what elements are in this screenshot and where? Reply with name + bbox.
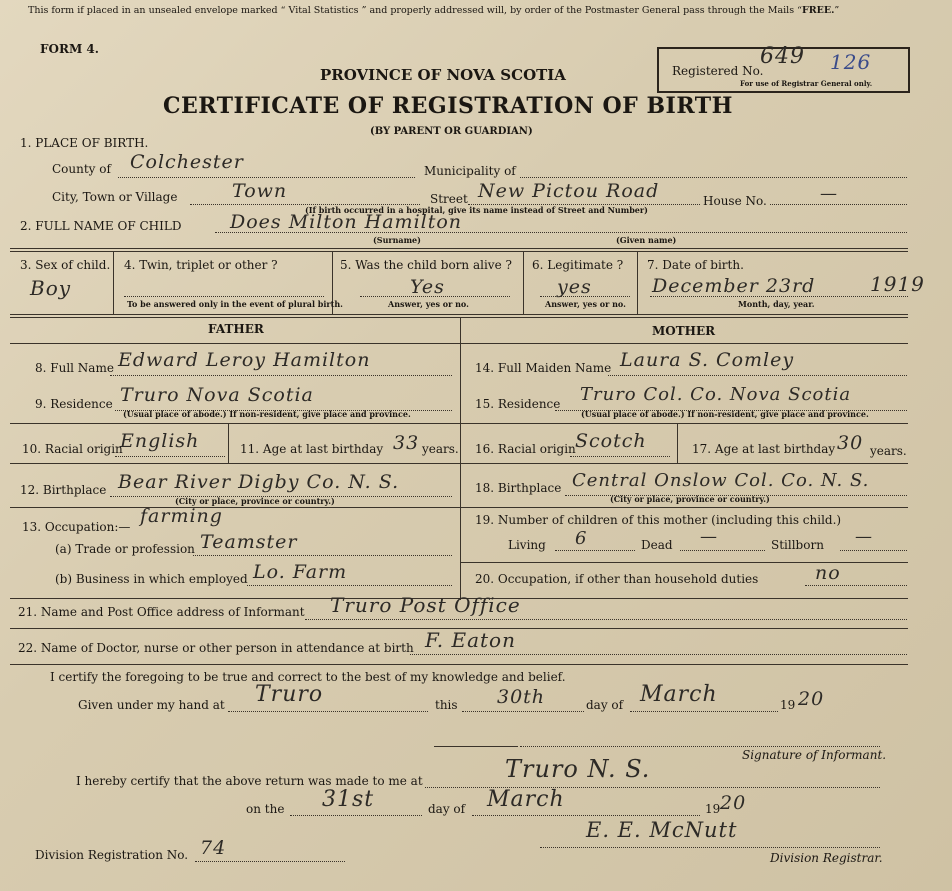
living-value: 6 — [575, 528, 588, 549]
province-heading: PROVINCE OF NOVA SCOTIA — [320, 66, 566, 84]
surname-note: (Surname) — [373, 235, 421, 245]
street-value: New Pictou Road — [478, 180, 660, 202]
mother-birthplace-value: Central Onslow Col. Co. N. S. — [572, 470, 870, 491]
stillborn-value: — — [855, 527, 873, 547]
postal-notice-text: This form if placed in an unsealed envelope marked “ Vital Statistics ” and properly addressed will, by order of the Postmaster General pass through the Mails “ — [28, 5, 802, 16]
house-number-label: House No. — [703, 194, 767, 208]
mother-racial-value: Scotch — [575, 430, 647, 452]
child-name-value: Does Milton Hamilton — [230, 211, 463, 233]
father-business-value: Lo. Farm — [253, 561, 348, 583]
registrar-certify: I hereby certify that the above return was made to me at — [76, 774, 423, 788]
mother-age-value: 30 — [837, 432, 864, 454]
mother-racial-label: 16. Racial origin — [475, 442, 576, 456]
mother-residence-label: 15. Residence — [475, 397, 561, 411]
legitimate-note: Answer, yes or no. — [545, 299, 626, 309]
on-the-label: on the — [246, 802, 285, 816]
legitimate-label: 6. Legitimate ? — [532, 258, 624, 272]
county-value: Colchester — [130, 151, 244, 173]
certify-statement: I certify the foregoing to be true and correct to the best of my knowledge and belief. — [50, 670, 566, 684]
postal-notice — [28, 5, 839, 16]
father-birthplace-note: (City or place, province or country.) — [175, 496, 335, 506]
date-note: Month, day, year. — [738, 299, 815, 309]
given-name-note: (Given name) — [616, 235, 677, 245]
father-birthplace-label: 12. Birthplace — [20, 483, 107, 497]
father-trade-label: (a) Trade or profession — [55, 542, 195, 556]
registered-number-2: 126 — [830, 50, 872, 74]
father-birthplace-value: Bear River Digby Co. N. S. — [118, 471, 400, 493]
registered-number: 649 — [760, 44, 805, 69]
this-label: this — [435, 698, 458, 712]
mother-birthplace-label: 18. Birthplace — [475, 481, 562, 495]
mother-name-label: 14. Full Maiden Name — [475, 361, 612, 375]
mother-residence-note: (Usual place of abode.) If non-resident, give place and province. — [581, 409, 869, 419]
father-occupation-label: 13. Occupation:— — [22, 520, 131, 534]
division-registration-label: Division Registration No. — [35, 848, 189, 862]
street-label: Street — [430, 192, 468, 206]
born-alive-label: 5. Was the child born alive ? — [340, 258, 512, 272]
sex-label: 3. Sex of child. — [20, 258, 111, 272]
registrar-place-value: Truro N. S. — [505, 755, 651, 783]
child-name-label: 2. FULL NAME OF CHILD — [20, 219, 182, 233]
legitimate-value: yes — [557, 276, 592, 298]
twin-note: To be answered only in the event of plural birth. — [127, 299, 343, 309]
father-heading: FATHER — [208, 322, 264, 336]
hospital-note: (If birth occurred in a hospital, give its name instead of Street and Number) — [305, 205, 648, 215]
registrar-year-value: 20 — [720, 792, 747, 814]
doctor-label: 22. Name of Doctor, nurse or other person in attendance at birth — [18, 641, 414, 655]
postal-notice-end: ” — [834, 5, 840, 16]
father-occupation-value: farming — [140, 505, 223, 527]
place-of-birth-label: 1. PLACE OF BIRTH. — [20, 136, 149, 150]
born-alive-note: Answer, yes or no. — [388, 299, 469, 309]
registered-label: Registered No. — [672, 64, 764, 78]
given-month-value: March — [640, 682, 718, 707]
living-label: Living — [508, 538, 546, 552]
year-prefix: 19 — [780, 698, 796, 712]
registrar-general-note: For use of Registrar General only. — [740, 79, 873, 88]
postal-notice-free: FREE. — [801, 5, 835, 16]
registrar-day-of-label: day of — [428, 802, 466, 816]
mother-age-years: years. — [870, 444, 907, 458]
twin-label: 4. Twin, triplet or other ? — [124, 258, 278, 272]
doctor-value: F. Eaton — [425, 628, 516, 652]
city-label: City, Town or Village — [52, 190, 178, 204]
mother-heading: MOTHER — [652, 324, 716, 338]
father-name-value: Edward Leroy Hamilton — [118, 349, 371, 371]
father-residence-note: (Usual place of abode.) If non-resident, give place and province. — [123, 409, 411, 419]
given-place-value: Truro — [255, 682, 324, 707]
page-title: CERTIFICATE OF REGISTRATION OF BIRTH — [163, 93, 733, 119]
dead-label: Dead — [641, 538, 673, 552]
mother-residence-value: Truro Col. Co. Nova Scotia — [580, 384, 852, 405]
day-of-label: day of — [586, 698, 624, 712]
city-value: Town — [232, 180, 288, 202]
given-under-label: Given under my hand at — [78, 698, 225, 712]
father-residence-label: 9. Residence — [35, 397, 113, 411]
informant-value: Truro Post Office — [330, 593, 521, 617]
dead-value: — — [700, 527, 718, 547]
mother-name-value: Laura S. Comley — [620, 349, 795, 371]
sex-value: Boy — [30, 276, 72, 300]
informant-signature-label: Signature of Informant. — [742, 748, 887, 762]
date-of-birth-value: December 23rd — [652, 275, 816, 297]
father-racial-label: 10. Racial origin — [22, 442, 123, 456]
father-racial-value: English — [120, 430, 200, 452]
father-business-label: (b) Business in which employed — [55, 572, 248, 586]
house-number-value: — — [820, 184, 838, 204]
division-registration-value: 74 — [200, 837, 227, 859]
father-age-label: 11. Age at last birthday — [240, 442, 384, 456]
stillborn-label: Stillborn — [771, 538, 824, 552]
father-age-value: 33 — [393, 432, 420, 454]
born-alive-value: Yes — [410, 276, 445, 298]
informant-label: 21. Name and Post Office address of Informant — [18, 605, 305, 619]
mother-birthplace-note: (City or place, province or country.) — [610, 494, 770, 504]
registrar-day-value: 31st — [322, 787, 375, 812]
given-year-value: 20 — [798, 688, 825, 710]
registrar-year-prefix: 19 — [705, 802, 721, 816]
municipality-label: Municipality of — [424, 164, 516, 178]
date-of-birth-label: 7. Date of birth. — [647, 258, 744, 272]
given-day-value: 30th — [497, 686, 546, 708]
county-label: County of — [52, 162, 111, 176]
birth-year-value: 1919 — [870, 272, 925, 296]
father-residence-value: Truro Nova Scotia — [120, 384, 314, 406]
form-number: FORM 4. — [40, 42, 99, 56]
division-registrar-label: Division Registrar. — [770, 851, 883, 865]
father-trade-value: Teamster — [200, 531, 298, 553]
mother-children-label: 19. Number of children of this mother (including this child.) — [475, 513, 842, 527]
registrar-signature: E. E. McNutt — [586, 818, 738, 842]
registrar-month-value: March — [487, 787, 565, 812]
mother-occupation-label: 20. Occupation, if other than household duties — [475, 572, 759, 586]
father-name-label: 8. Full Name — [35, 361, 114, 375]
mother-occupation-value: no — [815, 562, 841, 584]
mother-age-label: 17. Age at last birthday — [692, 442, 836, 456]
father-age-years: years. — [422, 442, 459, 456]
page-subtitle: (BY PARENT OR GUARDIAN) — [370, 126, 533, 137]
